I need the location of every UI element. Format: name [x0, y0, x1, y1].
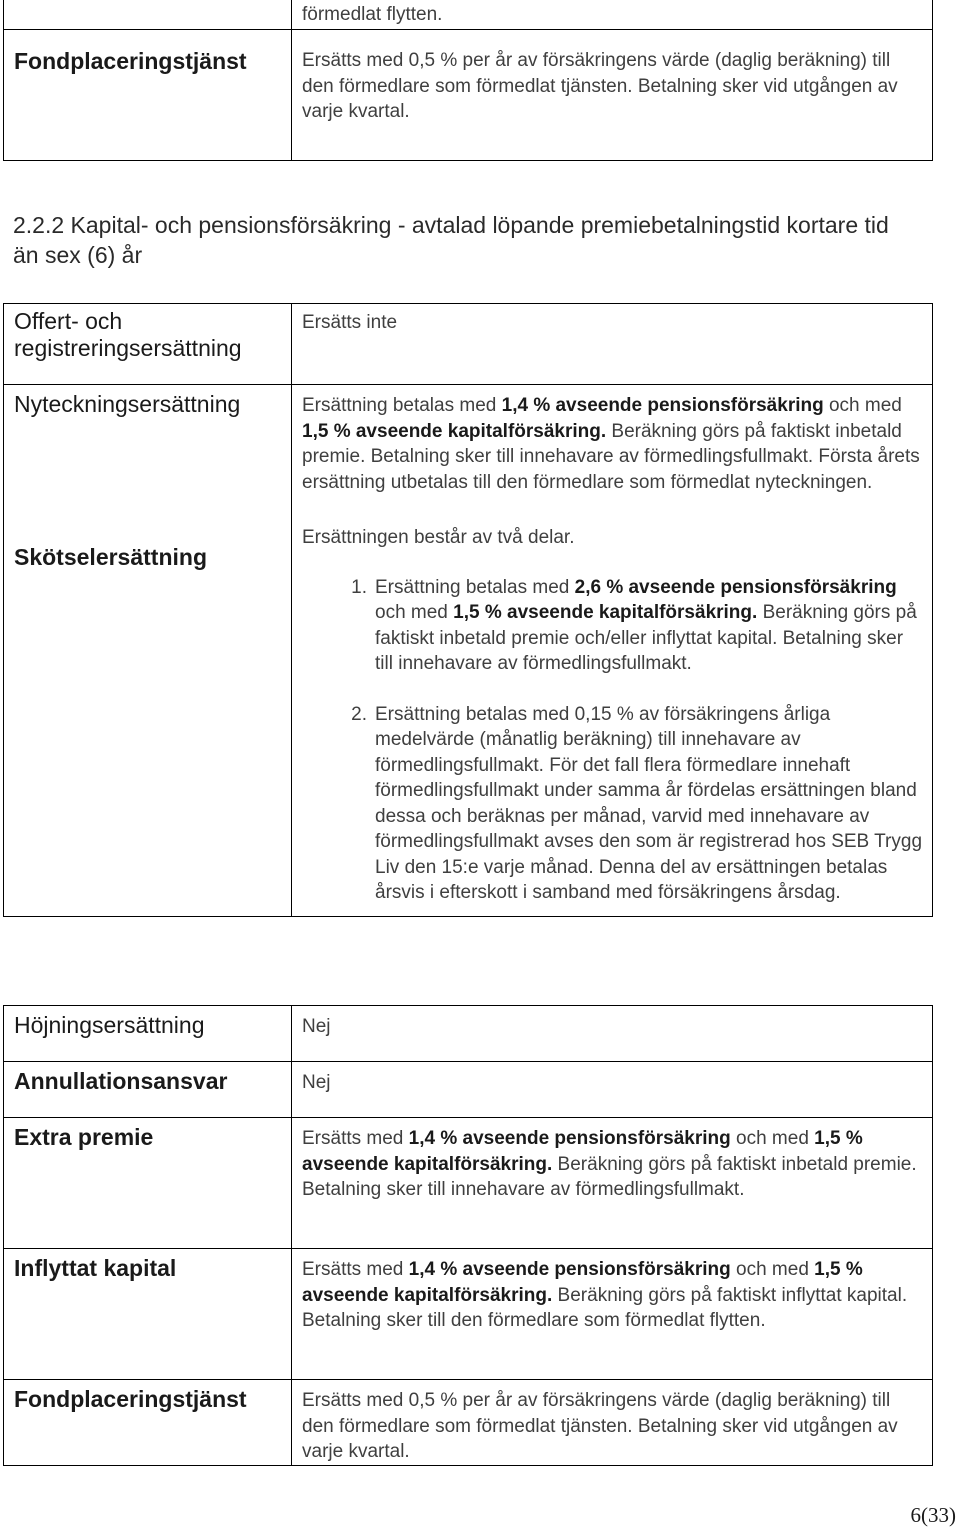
- row-label: Extra premie: [14, 1124, 154, 1150]
- row-label: Nyteckningsersättning: [14, 391, 241, 417]
- table-row: [4, 1380, 933, 1466]
- row-text: Nej: [302, 1016, 331, 1037]
- row-text: Ersätts med 0,5 % per år av försäkringens värde (daglig beräkning) till den förmedlare som förmedlat tjänsten. Betalning sker vid utgången av varje kvartal.: [302, 50, 898, 122]
- list-item: 1. Ersättning betalas med 2,6 % avseende pensionsförsäkring och med 1,5 % avseende kapitalförsäkring. Beräkning görs på faktiskt inbetald premie och/eller inflyttat kapital. Betalning sker till innehavare av förmedlingsfullmakt.: [351, 576, 917, 674]
- row-label: Fondplaceringstjänst: [14, 1386, 247, 1412]
- row-label: Skötselersättning: [14, 544, 207, 570]
- table-row: [4, 304, 933, 385]
- row-text: Ersätts med 1,4 % avseende pensionsförsäkring och med 1,5 % avseende kapitalförsäkring. Beräkning görs på faktiskt inbetald premie. Betalning sker till innehavare av förmedlingsfullmakt.: [302, 1128, 917, 1200]
- top-table: [3, 0, 933, 161]
- row-text: Ersättning betalas med 1,4 % avseende pensionsförsäkring och med 1,5 % avseende kapitalförsäkring. Beräkning görs på faktiskt inbetald premie. Betalning sker till innehavare av förmedlingsfullmakt. Första årets ersättning utbetalas till den förmedlare som förmedlat nyteckningen.: [302, 395, 920, 493]
- page-number: 6(33): [910, 1503, 956, 1527]
- list-item: 2. Ersättning betalas med 0,15 % av försäkringens årliga medelvärde (månatlig beräkning) till innehavare av förmedlingsfullmakt. För det fall flera förmedlare innehaft förmedlingsfullmakt under samma år fördelas ersättningen bland dessa och beräknas per månad, varvid med innehavare av förmedlingsfullmakt avses den som är registrerad hos SEB Trygg Liv den 15:e varje månad. Denna del av ersättningen betalas årsvis i efterskott i samband med försäkringens årsdag.: [351, 703, 923, 903]
- table-row: [4, 385, 933, 917]
- row-text: Ersätts med 1,4 % avseende pensionsförsäkring och med 1,5 % avseende kapitalförsäkring. Beräkning görs på faktiskt inflyttat kapital. Betalning sker till den förmedlare som förmedlat flytten.: [302, 1259, 908, 1331]
- row-label: Offert- och registreringsersättning: [14, 308, 242, 361]
- row-label: Fondplaceringstjänst: [14, 48, 247, 74]
- table-row: [4, 30, 933, 161]
- table-row: [4, 1062, 933, 1118]
- lower-table: [3, 1005, 933, 1466]
- section-heading: 2.2.2 Kapital- och pensionsförsäkring - avtalad löpande premiebetalningstid kortare tid än sex (6) år: [13, 212, 889, 268]
- row-label: Inflyttat kapital: [14, 1255, 177, 1281]
- table-row: [4, 0, 933, 30]
- row-text: Ersätts med 0,5 % per år av försäkringens värde (daglig beräkning) till den förmedlare som förmedlat tjänsten. Betalning sker vid utgången av varje kvartal.: [302, 1390, 898, 1462]
- row-text: Ersättningen består av två delar.: [302, 527, 575, 548]
- table-row: [4, 1006, 933, 1062]
- row-label: Höjningsersättning: [14, 1012, 205, 1038]
- table-row: [4, 1249, 933, 1380]
- table-row: [4, 1118, 933, 1249]
- main-table: [3, 303, 933, 917]
- row-text: Ersätts inte: [302, 312, 398, 333]
- row-label: Annullationsansvar: [14, 1068, 228, 1094]
- row-text: Nej: [302, 1072, 331, 1093]
- row-text: förmedlat flytten.: [302, 4, 443, 25]
